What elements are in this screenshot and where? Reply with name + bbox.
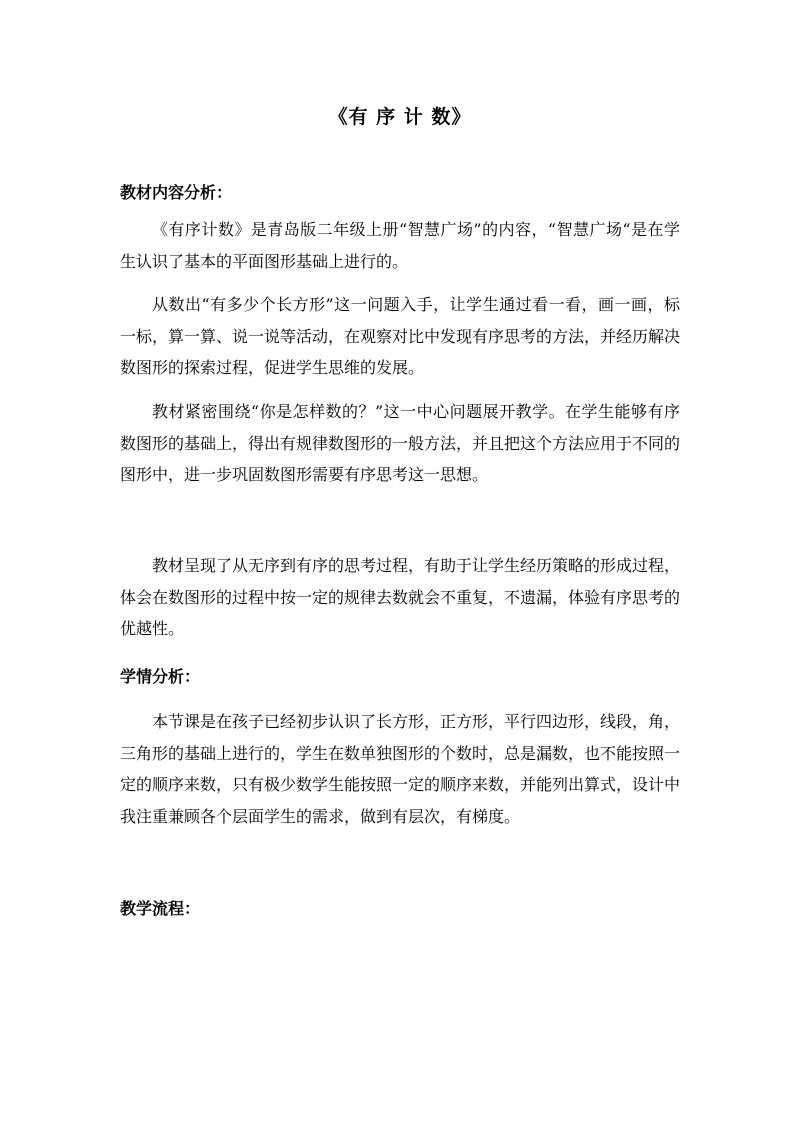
paragraph-student-1: 本节课是在孩子已经初步认识了长方形，正方形，平行四边形，线段，角，三角形的基础上进行的，学生在数单独图形的个数时，总是漏数，也不能按照一定的顺序来数，只有极少数学生能按照一定的顺序来数，并能列出算式，设计中我注重兼顾各个层面学生的需求，做到有层次，有梯度。: [120, 712, 681, 826]
paragraph-textbook-4: 教材呈现了从无序到有序的思考过程，有助于让学生经历策略的形成过程，体会在数图形的过程中按一定的规律去数就会不重复，不遗漏，体验有序思考的优越性。: [120, 556, 681, 639]
paragraph-textbook-3: 教材紧密围绕“你是怎样数的？”这一中心问题展开教学。在学生能够有序数图形的基础上，得出有规律数图形的一般方法，并且把这个方法应用于不同的图形中，进一步巩固数图形需要有序思考这一思想。: [120, 402, 681, 485]
paragraph-textbook-2: 从数出“有多少个长方形”这一问题入手，让学生通过看一看，画一画，标一标，算一算、说一说等活动，在观察对比中发现有序思考的方法，并经历解决数图形的探索过程，促进学生思维的发展。: [120, 295, 681, 378]
document-title: 《有 序 计 数》: [328, 106, 472, 128]
section-heading-student-analysis: 学情分析：: [120, 667, 201, 686]
paragraph-textbook-1: 《有序计数》是青岛版二年级上册“智慧广场”的内容，“智慧广场“是在学生认识了基本的平面图形基础上进行的。: [120, 220, 680, 271]
section-heading-textbook-analysis: 教材内容分析：: [120, 183, 233, 202]
section-heading-teaching-process: 教学流程：: [120, 899, 201, 918]
